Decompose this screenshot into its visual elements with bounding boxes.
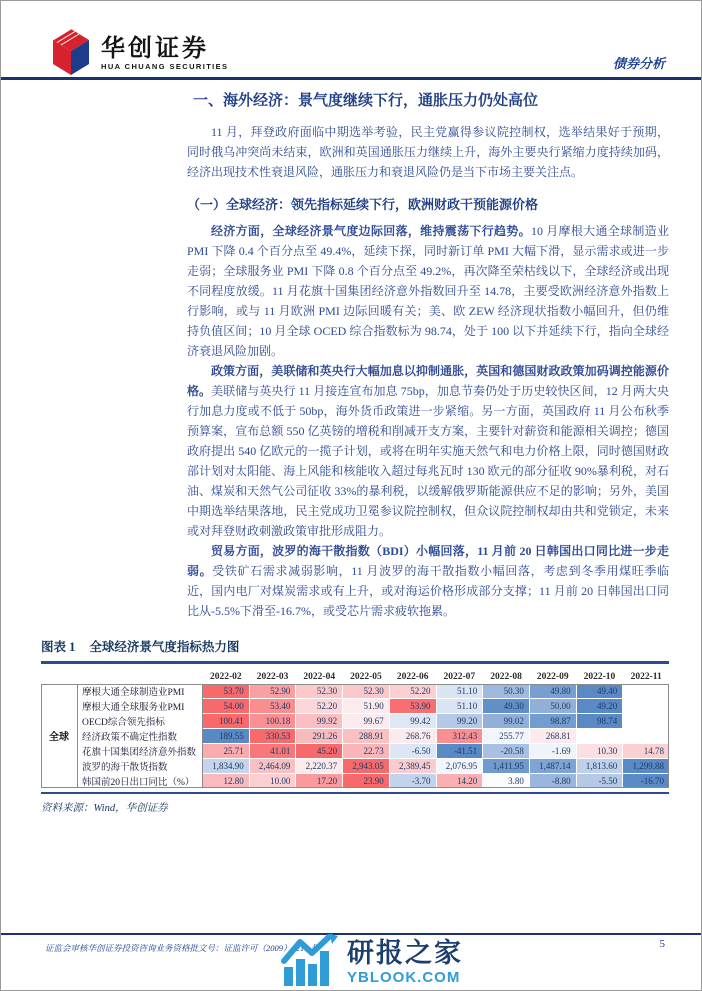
brand-subtitle: HUA CHUANG SECURITIES [101, 62, 229, 71]
heatmap-table [41, 667, 669, 788]
heatmap-cell: 52.30 [296, 684, 342, 698]
heatmap-cell: 14.20 [437, 774, 483, 788]
heatmap-cell: 49.80 [530, 684, 576, 698]
row-label: 摩根大通全球制造业PMI [82, 687, 185, 698]
heatmap-cell: 52.20 [296, 699, 342, 713]
heatmap-cell: 41.01 [250, 744, 296, 758]
column-header: 2022-10 [583, 671, 616, 682]
subsection-title: （一）全球经济：领先指标延续下行，欧洲财政干预能源价格 [187, 197, 539, 212]
figure-1 [41, 637, 669, 815]
row-label: OECD综合领先指标 [82, 717, 165, 728]
heatmap-cell: 330.53 [250, 729, 296, 743]
column-header: 2022-07 [443, 671, 476, 682]
row-label: 经济政策不确定性指数 [82, 732, 178, 743]
heatmap-cell: 52.90 [250, 684, 296, 698]
heatmap-cell [623, 684, 669, 698]
watermark [281, 934, 463, 991]
heatmap-cell [577, 729, 623, 743]
heatmap-cell: 53.90 [390, 699, 436, 713]
heatmap-cell: -6.50 [390, 744, 436, 758]
heatmap-cell: 49.30 [483, 699, 529, 713]
heatmap-cell: 268.81 [530, 729, 576, 743]
heatmap-cell: 25.71 [203, 744, 249, 758]
row-label: 韩国前20日出口同比（%） [82, 777, 195, 788]
column-header: 2022-11 [630, 671, 662, 682]
heatmap-cell: 1,487.14 [530, 759, 576, 773]
paragraph-policy-lead: 政策方面，美联储和英央行大幅加息以抑制通胀，英国和德国财政政策加码调控能源价格。 [187, 364, 669, 398]
row-label: 波罗的海干散货指数 [82, 762, 168, 773]
paragraph-economy: 经济方面，全球经济景气度边际回落，维持震荡下行趋势。10 月摩根大通全球制造业 PMI 下降 0.4 个百分点至 49.4%，延续下探，同时新订单 PMI 大幅下滑，显示需求或进一步走弱；全球服务业 PMI 下降 0.8 个百分点至 49.2%，再次降至荣枯线以下，全球经济或出现不同程度放缓。11 月花旗十国集团经济意外指数回升至 14.78，主要受欧洲经济意外指数上行影响，或与 11 月欧洲 PMI 边际回暖有关；美、欧 ZEW 经济现状指数小幅回升，但仍维持负值区间；10 月全球 OCED 综合指数标为 98.74，处于 100 以下并延续下行，指向全球经济衰退风险加剧。 [187, 224, 669, 358]
figure-divider-bottom [41, 792, 669, 795]
heatmap-cell: -41.51 [437, 744, 483, 758]
heatmap-cell: 52.30 [343, 684, 389, 698]
brand-cube-icon [45, 25, 93, 82]
heatmap-cell: 2,076.95 [437, 759, 483, 773]
heatmap-cell: -20.58 [483, 744, 529, 758]
watermark-logo-icon [281, 934, 339, 991]
header-logo [45, 25, 228, 82]
heatmap-cell: 1,299.88 [623, 759, 669, 773]
column-header: 2022-06 [396, 671, 429, 682]
group-label-cell: 全球 [49, 732, 69, 743]
heatmap-cell: 100.41 [203, 714, 249, 728]
heatmap-cell: 3.80 [483, 774, 529, 788]
heatmap-cell: -16.70 [623, 774, 669, 788]
heatmap-cell: 50.00 [530, 699, 576, 713]
report-type-label: 债券分析 [612, 56, 665, 71]
heatmap-cell: 99.20 [437, 714, 483, 728]
heatmap-cell: 1,834.90 [203, 759, 249, 773]
heatmap-cell: 2,220.37 [296, 759, 342, 773]
heatmap-cell: 99.92 [296, 714, 342, 728]
heatmap-cell: 2,464.09 [250, 759, 296, 773]
section-title: 一、海外经济：景气度继续下行，通胀压力仍处高位 [193, 93, 539, 109]
watermark-name: 研报之家 [347, 938, 463, 968]
heatmap-cell: 51.10 [437, 699, 483, 713]
heatmap-cell: -8.80 [530, 774, 576, 788]
heatmap-cell [623, 699, 669, 713]
heatmap-cell: 189.55 [203, 729, 249, 743]
heatmap-cell: 100.18 [250, 714, 296, 728]
heatmap-cell: 53.70 [203, 684, 249, 698]
heatmap-cell: 99.42 [390, 714, 436, 728]
header-divider [1, 77, 701, 80]
paragraph-overview: 11 月，拜登政府面临中期选举考验，民主党赢得参议院控制权，选举结果好于预期，同时俄乌冲突尚未结束，欧洲和英国通胀压力继续上升，海外主要央行紧缩力度持续加码，经济出现技术性衰退风险，通胀压力和衰退风险仍是当下市场主要关注点。 [187, 125, 669, 179]
figure-label: 图表 1 [41, 640, 76, 654]
heatmap-cell: 1,813.60 [577, 759, 623, 773]
heatmap-cell: 255.77 [483, 729, 529, 743]
heatmap-cell: 49.40 [577, 684, 623, 698]
heatmap-cell: 14.78 [623, 744, 669, 758]
heatmap-cell: 10.00 [250, 774, 296, 788]
heatmap-cell: 50.30 [483, 684, 529, 698]
heatmap-cell: 1,411.95 [483, 759, 529, 773]
row-label: 摩根大通全球服务业PMI [82, 702, 185, 713]
heatmap-cell: 312.43 [437, 729, 483, 743]
heatmap-cell: 10.30 [577, 744, 623, 758]
heatmap-cell: 23.90 [343, 774, 389, 788]
heatmap-cell: 288.91 [343, 729, 389, 743]
paragraph-trade-lead: 贸易方面，波罗的海干散指数（BDI）小幅回落，11 月前 20 日韩国出口同比进一步走弱。 [187, 544, 669, 578]
heatmap-cell: 54.00 [203, 699, 249, 713]
heatmap-cell: 51.10 [437, 684, 483, 698]
heatmap-cell: 99.67 [343, 714, 389, 728]
heatmap-cell: 53.40 [250, 699, 296, 713]
heatmap-cell: 2,389.45 [390, 759, 436, 773]
column-header: 2022-04 [303, 671, 336, 682]
heatmap-cell: 291.26 [296, 729, 342, 743]
main-content [41, 89, 669, 815]
heatmap-cell: 99.02 [483, 714, 529, 728]
heatmap-cell: 51.90 [343, 699, 389, 713]
heatmap-cell: 12.80 [203, 774, 249, 788]
heatmap-cell: 49.20 [577, 699, 623, 713]
heatmap-cell: 2,943.05 [343, 759, 389, 773]
figure-source: 资料来源：Wind，华创证券 [41, 803, 168, 814]
column-header: 2022-09 [536, 671, 569, 682]
heatmap-cell: 98.87 [530, 714, 576, 728]
heatmap-cell [623, 729, 669, 743]
heatmap-cell: 22.73 [343, 744, 389, 758]
heatmap-cell: 17.20 [296, 774, 342, 788]
column-header: 2022-02 [210, 671, 242, 682]
column-header: 2022-08 [490, 671, 522, 682]
heatmap-cell: 52.20 [390, 684, 436, 698]
column-header: 2022-05 [350, 671, 382, 682]
paragraph-trade: 贸易方面，波罗的海干散指数（BDI）小幅回落，11 月前 20 日韩国出口同比进一步走弱。受铁矿石需求减弱影响，11 月波罗的海干散指数小幅回落，考虑到冬季用煤旺季临近，国内电厂对煤炭需求或有上升，或对海运价格形成部分支撑；11 月前 20 日韩国出口同比从-5.5%下滑至-16.7%，或受芯片需求疲软拖累。 [187, 544, 669, 618]
row-label: 花旗十国集团经济意外指数 [82, 747, 197, 758]
heatmap-cell: 98.74 [577, 714, 623, 728]
figure-title: 图表 1 全球经济景气度指标热力图 [41, 640, 240, 654]
page-number: 5 [659, 938, 665, 950]
paragraph-policy: 政策方面，美联储和英央行大幅加息以抑制通胀，英国和德国财政政策加码调控能源价格。美联储与英央行 11 月接连宣布加息 75bp，加息节奏仍处于历史较快区间，12 月两大央行加息力度或不低于 50bp，海外货币政策进一步紧缩。另一方面，英国政府 11 月公布秋季预算案，宣布总额 550 亿英镑的增税和削减开支方案，主要针对薪资和能源相关调控；德国政府提出 540 亿欧元的一揽子计划，或将在明年实施天然气和电力价格上限，同时德国财政部计划对太阳能、海上风能和核能收入超过每兆瓦时 130 欧元的部分征收 90%暴利税，对石油、煤炭和天然气公司征收 33%的暴利税，以缓解俄罗斯能源供应不足的影响；另外，美国中期选举结果落地，民主党成功卫冕参议院控制权，但众议院控制权却由共和党锁定，未来或对拜登财政刺激政策审批形成阻力。 [187, 364, 669, 538]
heatmap-cell: 268.76 [390, 729, 436, 743]
heatmap-cell: 45.20 [296, 744, 342, 758]
paragraph-economy-lead: 经济方面，全球经济景气度边际回落，维持震荡下行趋势。 [211, 224, 531, 238]
brand-name: 华创证券 [101, 35, 209, 62]
heatmap-cell: -3.70 [390, 774, 436, 788]
watermark-domain: YBLOOK.COM [347, 969, 461, 986]
column-header: 2022-03 [256, 671, 289, 682]
heatmap-cell: -1.69 [530, 744, 576, 758]
compliance-text: 证监会审核华创证券投资咨询业务资格批文号：证监许可（2009）1210 号 [45, 943, 320, 953]
heatmap-cell: -5.50 [577, 774, 623, 788]
heatmap-cell [623, 714, 669, 728]
